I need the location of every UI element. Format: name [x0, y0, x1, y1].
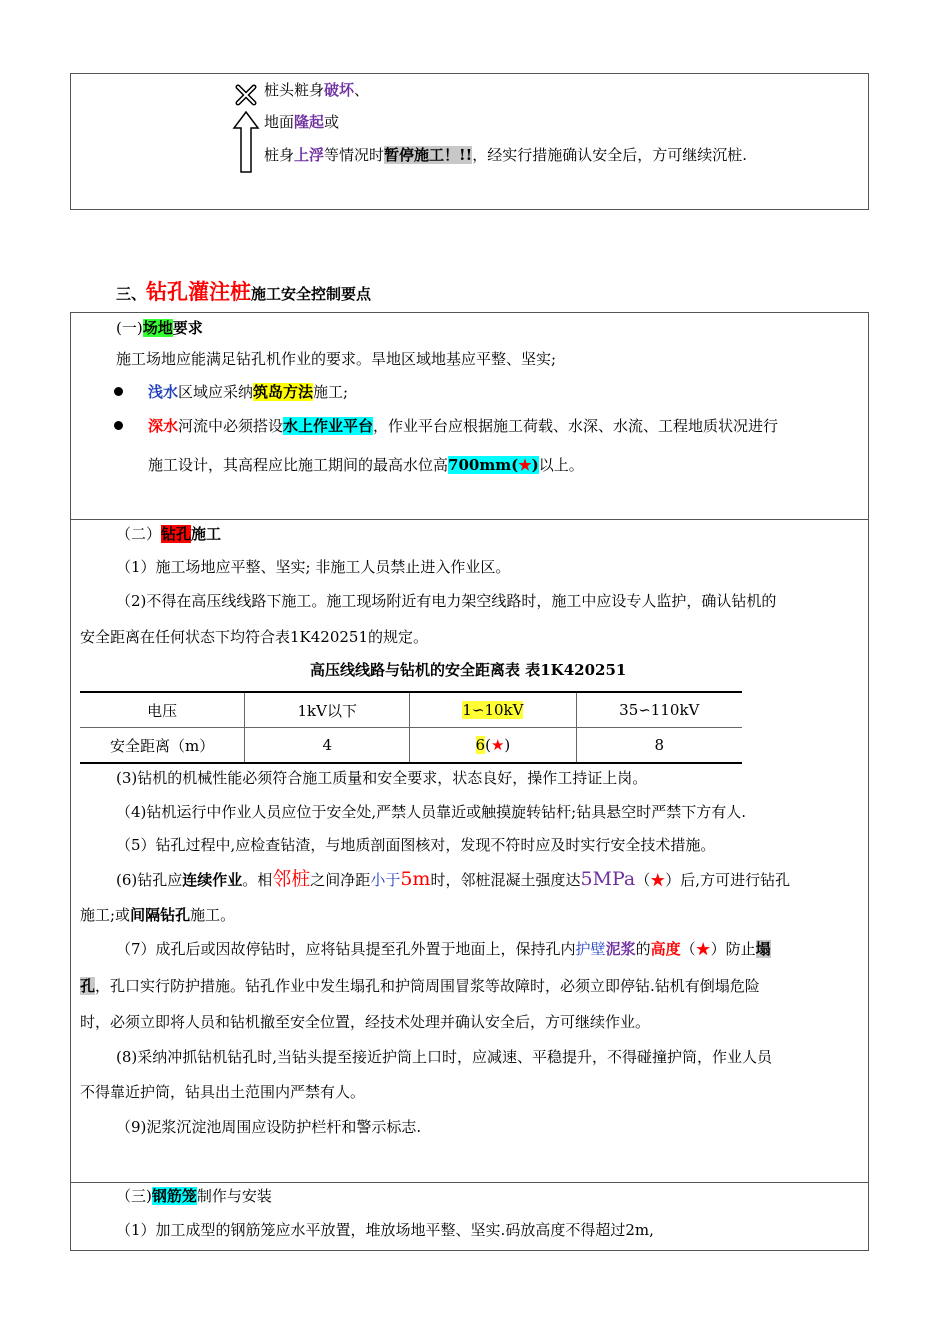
divider-2: [70, 1182, 869, 1183]
part-2-p2a: （2)不得在高压线线路下施工。施工现场附近有电力架空线路时，施工中应设专人监护，确认钻机的: [116, 592, 777, 610]
top-box: [70, 73, 869, 210]
table-cell: 安全距离（m）: [80, 728, 245, 764]
table-row: [80, 692, 742, 728]
part-2-p8a: (8)采纳冲抓钻机钻孔时,当钻头提至接近护筒上口时，应减速、平稳提升，不得碰撞护筒，作业人员: [116, 1048, 773, 1066]
up-arrow-icon: [232, 110, 260, 174]
part-2-p5: （5）钻孔过程中,应检查钻渣，与地质剖面图核对，发现不符时应及时实行安全技术措施。: [116, 836, 716, 854]
part-2-p6: (6)钻孔应连续作业。相邻桩之间净距小于5m时，邻桩混凝土强度达5MPa（★）后,方可进行钻孔: [116, 868, 791, 890]
part-1-bullet-1: 浅水区域应采纳筑岛方法施工;: [148, 383, 349, 401]
table-row: [80, 728, 742, 764]
table-cell: 1kV以下: [245, 692, 410, 728]
part-2-p6b: 施工;或间隔钻孔施工。: [80, 906, 236, 924]
section-3-heading: 三、钻孔灌注桩施工安全控制要点: [116, 279, 372, 304]
part-1-intro: 施工场地应能满足钻孔机作业的要求。旱地区域地基应平整、坚实;: [116, 350, 557, 368]
table-cell: 电压: [80, 692, 245, 728]
part-1-heading: (一)场地要求: [116, 319, 203, 337]
part-2-p7a: （7）成孔后或因故停钻时，应将钻具提至孔外置于地面上，保持孔内护壁泥浆的高度（★）防止塌: [116, 940, 771, 958]
part-2-p4: （4)钻机运行中作业人员应位于安全处,严禁人员靠近或触摸旋转钻杆;钻具悬空时严禁下方有人.: [116, 803, 746, 821]
top-line-1: 桩头粧身破坏、: [264, 81, 370, 99]
table-cell: 8: [576, 728, 742, 764]
part-2-p7c: 时，必须立即将人员和钻机撤至安全位置，经技术处理并确认安全后，方可继续作业。: [80, 1013, 651, 1031]
divider-1: [70, 519, 869, 520]
top-line-2: 地面隆起或: [264, 113, 340, 131]
part-2-p9: （9)泥浆沉淀池周围应设防护栏杆和警示标志.: [116, 1118, 422, 1136]
part-2-p1: （1）施工场地应平整、坚实; 非施工人员禁止进入作业区。: [116, 558, 511, 576]
bullet-dot: [114, 421, 123, 430]
part-3-p1: （1）加工成型的钢筋笼应水平放置，堆放场地平整、坚实.码放高度不得超过2m,: [116, 1221, 654, 1239]
part-1-bullet-2: 深水河流中必须搭设水上作业平台，作业平台应根据施工荷载、水深、水流、工程地质状况进行: [148, 417, 779, 435]
cross-icon: [234, 84, 258, 106]
safety-distance-table: [80, 691, 742, 764]
part-1-bullet-2-cont: 施工设计，其高程应比施工期间的最高水位高700mm(★)以上。: [148, 456, 584, 474]
part-2-p2b: 安全距离在任何状态下均符合表1K420251的规定。: [80, 628, 429, 646]
bullet-dot: [114, 387, 123, 396]
part-2-p7b: 孔，孔口实行防护措施。钻孔作业中发生塌孔和护筒周围冒浆等故障时，必须立即停钻.钻机有倒塌危险: [80, 977, 760, 995]
table-title: 高压线线路与钻机的安全距离表 表1K420251: [310, 661, 627, 679]
part-2-heading: （二）钻孔施工: [116, 525, 222, 543]
table-cell: 4: [245, 728, 410, 764]
top-line-3: 桩身上浮等情况时暂停施工！!!，经实行措施确认安全后，方可继续沉桩.: [264, 146, 747, 164]
part-3-heading: （三)钢筋笼制作与安装: [116, 1187, 272, 1205]
part-2-p8b: 不得靠近护筒，钻具出土范围内严禁有人。: [80, 1083, 366, 1101]
table-cell: 6(★): [410, 728, 576, 764]
part-2-p3: (3)钻机的机械性能必须符合施工质量和安全要求，状态良好，操作工持证上岗。: [116, 769, 648, 787]
table-cell: 35∽110kV: [576, 692, 742, 728]
table-cell: 1∽10kV: [410, 692, 576, 728]
